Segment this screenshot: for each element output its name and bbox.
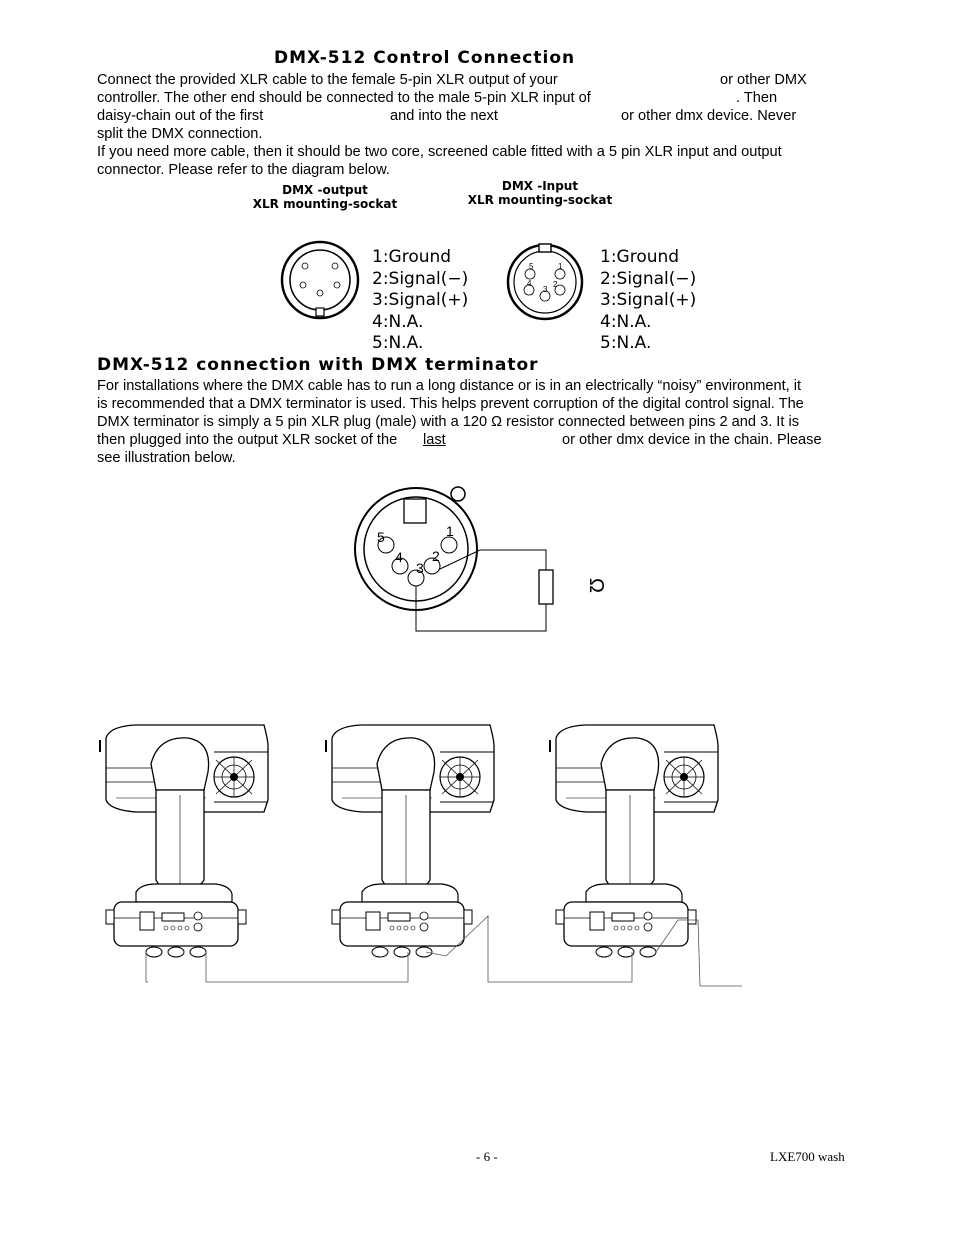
paragraph-line: connector. Please refer to the diagram below.	[97, 162, 390, 178]
section-heading-dmx-terminator: DMX-512 connection with DMX terminator	[97, 355, 539, 375]
pin-number: 4	[395, 549, 403, 565]
pin-number: 4	[527, 279, 532, 288]
paragraph-line: and into the next	[390, 108, 498, 124]
paragraph-line: Connect the provided XLR cable to the female 5-pin XLR output of your	[97, 72, 558, 88]
section-heading-control-connection: DMX-512 Control Connection	[274, 48, 576, 68]
pin-label: 2:Signal(−)	[372, 268, 469, 289]
input-connector-caption	[455, 179, 625, 207]
pin-label: 5:N.A.	[600, 333, 652, 353]
xlr-input-socket-diagram	[503, 240, 587, 324]
paragraph-line: For installations where the DMX cable has to run a long distance or is in an electrically “noisy” environment, it	[97, 378, 802, 394]
pin-label: 1:Ground	[600, 247, 680, 267]
paragraph-line: daisy-chain out of the first	[97, 108, 264, 124]
moving-head-fixture-1	[100, 725, 268, 957]
output-connector-caption	[240, 183, 410, 211]
paragraph-line: is recommended that a DMX terminator is used. This helps prevent corruption of the digital control signal. The	[97, 396, 804, 412]
product-name: LXE700 wash	[770, 1149, 845, 1164]
pin-number: 1	[446, 523, 454, 539]
pin-number: 2	[432, 548, 440, 564]
page-number: - 6 -	[476, 1149, 498, 1164]
paragraph-line: If you need more cable, then it should be two core, screened cable fitted with a 5 pin XLR input and output	[97, 144, 782, 160]
paragraph-line: see illustration below.	[97, 450, 236, 466]
pin-number: 3	[416, 560, 424, 576]
paragraph-line: DMX terminator is simply a 5 pin XLR plug (male) with a 120 Ω resistor connected between pins 2 and 3. It is	[97, 414, 800, 430]
caption-line: DMX -output	[282, 183, 368, 197]
paragraph-line: or other dmx device in the chain. Please	[562, 432, 822, 448]
paragraph-line: controller. The other end should be connected to the male 5-pin XLR input of	[97, 90, 591, 106]
paragraph-line: split the DMX connection.	[97, 126, 263, 142]
pin-number: 3	[543, 285, 548, 294]
caption-line: DMX -Input	[501, 179, 579, 193]
pin-label: 2:Signal(−)	[600, 268, 697, 289]
pin-number: 2	[553, 280, 558, 289]
pin-label: 5:N.A.	[372, 333, 424, 353]
paragraph-line: . Then	[736, 90, 778, 106]
moving-head-fixture-3	[550, 725, 718, 957]
ohm-symbol: Ω	[585, 578, 607, 593]
paragraph-line: then plugged into the output XLR socket of the	[97, 432, 398, 448]
dmx-terminator-diagram	[350, 482, 620, 642]
pin-label: 3:Signal(+)	[372, 290, 469, 310]
caption-line: XLR mounting-sockat	[467, 193, 613, 207]
moving-head-fixture-2	[326, 725, 494, 957]
output-pin-assignments	[372, 247, 468, 355]
pin-number: 5	[377, 529, 385, 545]
paragraph-line: or other dmx device. Never	[621, 108, 797, 124]
pin-label: 3:Signal(+)	[600, 290, 697, 310]
pin-label: 1:Ground	[372, 247, 452, 267]
xlr-output-socket-diagram	[278, 238, 368, 322]
pin-label: 4:N.A.	[600, 311, 652, 332]
pin-number: 5	[529, 262, 534, 271]
input-pin-assignments	[600, 247, 696, 355]
pin-label: 4:N.A.	[372, 311, 424, 332]
paragraph-line-last-underlined: last	[423, 432, 446, 448]
paragraph-line: or other DMX	[720, 72, 807, 88]
caption-line: XLR mounting-sockat	[252, 197, 398, 211]
pin-number: 1	[558, 262, 563, 271]
daisy-chain-fixtures-illustration	[96, 720, 756, 990]
